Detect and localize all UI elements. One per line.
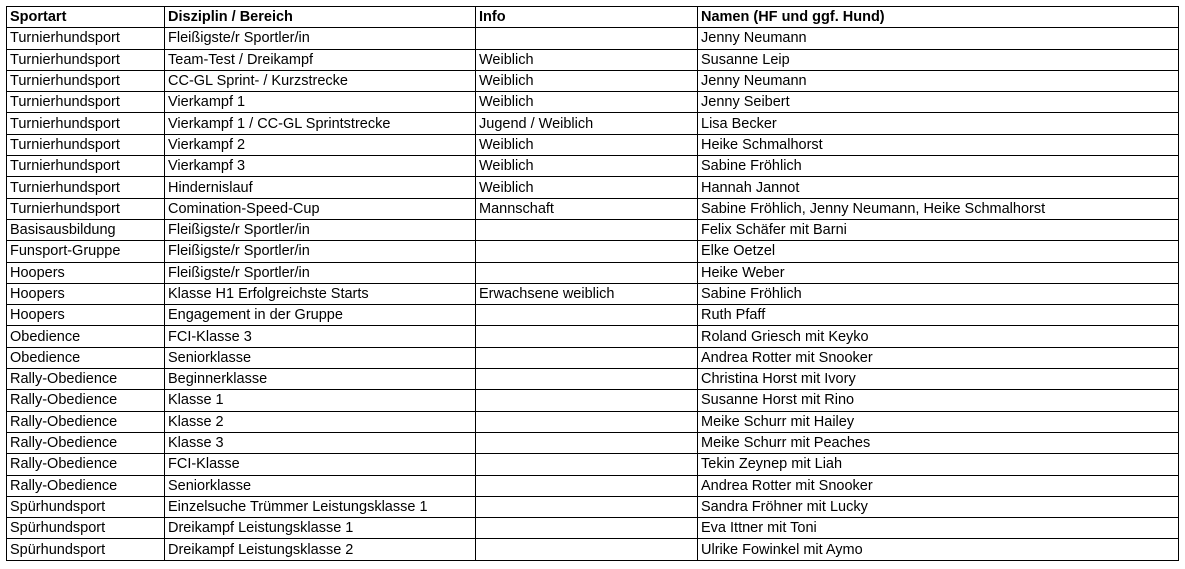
- cell-sportart: Spürhundsport: [7, 518, 165, 539]
- table-row: [7, 454, 1179, 475]
- cell-disziplin: Hindernislauf: [165, 177, 476, 198]
- cell-sportart: Turnierhundsport: [7, 70, 165, 91]
- cell-sportart: Turnierhundsport: [7, 156, 165, 177]
- cell-namen: Tekin Zeynep mit Liah: [698, 454, 1179, 475]
- cell-info: [476, 241, 698, 262]
- cell-info: [476, 219, 698, 240]
- table-row: [7, 156, 1179, 177]
- cell-disziplin: Einzelsuche Trümmer Leistungsklasse 1: [165, 496, 476, 517]
- header-disziplin: Disziplin / Bereich: [165, 7, 476, 28]
- table-row: [7, 134, 1179, 155]
- table-row: [7, 241, 1179, 262]
- table-row: [7, 198, 1179, 219]
- awards-table: [6, 6, 1179, 561]
- header-info: Info: [476, 7, 698, 28]
- cell-sportart: Rally-Obedience: [7, 454, 165, 475]
- cell-info: [476, 28, 698, 49]
- cell-namen: Meike Schurr mit Peaches: [698, 432, 1179, 453]
- cell-disziplin: Beginnerklasse: [165, 369, 476, 390]
- cell-info: Weiblich: [476, 134, 698, 155]
- cell-namen: Roland Griesch mit Keyko: [698, 326, 1179, 347]
- cell-info: Mannschaft: [476, 198, 698, 219]
- cell-sportart: Turnierhundsport: [7, 28, 165, 49]
- table-row: [7, 518, 1179, 539]
- table-row: [7, 262, 1179, 283]
- cell-namen: Lisa Becker: [698, 113, 1179, 134]
- cell-namen: Elke Oetzel: [698, 241, 1179, 262]
- cell-sportart: Hoopers: [7, 283, 165, 304]
- cell-disziplin: Klasse H1 Erfolgreichste Starts: [165, 283, 476, 304]
- table-row: [7, 49, 1179, 70]
- cell-disziplin: Dreikampf Leistungsklasse 2: [165, 539, 476, 560]
- cell-namen: Eva Ittner mit Toni: [698, 518, 1179, 539]
- table-row: [7, 347, 1179, 368]
- table-row: [7, 496, 1179, 517]
- cell-sportart: Spürhundsport: [7, 496, 165, 517]
- cell-namen: Ulrike Fowinkel mit Aymo: [698, 539, 1179, 560]
- cell-namen: Andrea Rotter mit Snooker: [698, 347, 1179, 368]
- cell-disziplin: Vierkampf 1 / CC-GL Sprintstrecke: [165, 113, 476, 134]
- cell-namen: Heike Weber: [698, 262, 1179, 283]
- table-row: [7, 28, 1179, 49]
- cell-namen: Sabine Fröhlich: [698, 156, 1179, 177]
- table-row: [7, 177, 1179, 198]
- cell-disziplin: FCI-Klasse: [165, 454, 476, 475]
- cell-info: [476, 326, 698, 347]
- cell-sportart: Rally-Obedience: [7, 475, 165, 496]
- cell-namen: Sabine Fröhlich, Jenny Neumann, Heike Schmalhorst: [698, 198, 1179, 219]
- header-row: [7, 7, 1179, 28]
- cell-sportart: Rally-Obedience: [7, 390, 165, 411]
- header-namen: Namen (HF und ggf. Hund): [698, 7, 1179, 28]
- cell-info: Erwachsene weiblich: [476, 283, 698, 304]
- cell-namen: Christina Horst mit Ivory: [698, 369, 1179, 390]
- table-row: [7, 305, 1179, 326]
- table-row: [7, 283, 1179, 304]
- cell-info: Weiblich: [476, 49, 698, 70]
- cell-info: [476, 518, 698, 539]
- table-row: [7, 411, 1179, 432]
- table-row: [7, 326, 1179, 347]
- cell-namen: Andrea Rotter mit Snooker: [698, 475, 1179, 496]
- cell-disziplin: CC-GL Sprint- / Kurzstrecke: [165, 70, 476, 91]
- cell-disziplin: FCI-Klasse 3: [165, 326, 476, 347]
- cell-info: [476, 369, 698, 390]
- cell-info: Weiblich: [476, 70, 698, 91]
- cell-disziplin: Klasse 2: [165, 411, 476, 432]
- cell-sportart: Hoopers: [7, 262, 165, 283]
- cell-sportart: Rally-Obedience: [7, 411, 165, 432]
- table-row: [7, 70, 1179, 91]
- cell-sportart: Rally-Obedience: [7, 432, 165, 453]
- cell-info: [476, 390, 698, 411]
- table-row: [7, 113, 1179, 134]
- cell-disziplin: Comination-Speed-Cup: [165, 198, 476, 219]
- cell-sportart: Funsport-Gruppe: [7, 241, 165, 262]
- cell-sportart: Turnierhundsport: [7, 134, 165, 155]
- cell-disziplin: Engagement in der Gruppe: [165, 305, 476, 326]
- cell-info: [476, 262, 698, 283]
- cell-sportart: Rally-Obedience: [7, 369, 165, 390]
- cell-sportart: Turnierhundsport: [7, 177, 165, 198]
- table-row: [7, 539, 1179, 560]
- cell-sportart: Hoopers: [7, 305, 165, 326]
- cell-disziplin: Seniorklasse: [165, 475, 476, 496]
- cell-namen: Meike Schurr mit Hailey: [698, 411, 1179, 432]
- cell-namen: Jenny Neumann: [698, 28, 1179, 49]
- cell-info: [476, 496, 698, 517]
- cell-disziplin: Seniorklasse: [165, 347, 476, 368]
- cell-sportart: Turnierhundsport: [7, 113, 165, 134]
- table-row: [7, 390, 1179, 411]
- header-sportart: Sportart: [7, 7, 165, 28]
- cell-sportart: Turnierhundsport: [7, 49, 165, 70]
- cell-info: Jugend / Weiblich: [476, 113, 698, 134]
- cell-namen: Jenny Neumann: [698, 70, 1179, 91]
- cell-sportart: Obedience: [7, 347, 165, 368]
- cell-namen: Sabine Fröhlich: [698, 283, 1179, 304]
- cell-sportart: Obedience: [7, 326, 165, 347]
- cell-info: [476, 454, 698, 475]
- table-body: [7, 28, 1179, 560]
- cell-info: [476, 432, 698, 453]
- cell-info: Weiblich: [476, 92, 698, 113]
- cell-info: [476, 347, 698, 368]
- cell-info: Weiblich: [476, 156, 698, 177]
- table-row: [7, 369, 1179, 390]
- cell-sportart: Turnierhundsport: [7, 198, 165, 219]
- cell-namen: Susanne Horst mit Rino: [698, 390, 1179, 411]
- cell-disziplin: Klasse 3: [165, 432, 476, 453]
- cell-sportart: Spürhundsport: [7, 539, 165, 560]
- cell-namen: Jenny Seibert: [698, 92, 1179, 113]
- cell-namen: Susanne Leip: [698, 49, 1179, 70]
- table-row: [7, 92, 1179, 113]
- cell-sportart: Turnierhundsport: [7, 92, 165, 113]
- cell-disziplin: Fleißigste/r Sportler/in: [165, 262, 476, 283]
- cell-sportart: Basisausbildung: [7, 219, 165, 240]
- cell-disziplin: Team-Test / Dreikampf: [165, 49, 476, 70]
- cell-namen: Heike Schmalhorst: [698, 134, 1179, 155]
- cell-disziplin: Vierkampf 3: [165, 156, 476, 177]
- cell-info: Weiblich: [476, 177, 698, 198]
- cell-namen: Sandra Fröhner mit Lucky: [698, 496, 1179, 517]
- cell-namen: Ruth Pfaff: [698, 305, 1179, 326]
- table-row: [7, 475, 1179, 496]
- cell-info: [476, 475, 698, 496]
- cell-disziplin: Fleißigste/r Sportler/in: [165, 219, 476, 240]
- cell-namen: Felix Schäfer mit Barni: [698, 219, 1179, 240]
- table-row: [7, 432, 1179, 453]
- table-row: [7, 219, 1179, 240]
- cell-info: [476, 305, 698, 326]
- cell-info: [476, 411, 698, 432]
- cell-disziplin: Vierkampf 2: [165, 134, 476, 155]
- cell-disziplin: Klasse 1: [165, 390, 476, 411]
- cell-disziplin: Vierkampf 1: [165, 92, 476, 113]
- cell-namen: Hannah Jannot: [698, 177, 1179, 198]
- cell-disziplin: Fleißigste/r Sportler/in: [165, 28, 476, 49]
- cell-info: [476, 539, 698, 560]
- cell-disziplin: Fleißigste/r Sportler/in: [165, 241, 476, 262]
- cell-disziplin: Dreikampf Leistungsklasse 1: [165, 518, 476, 539]
